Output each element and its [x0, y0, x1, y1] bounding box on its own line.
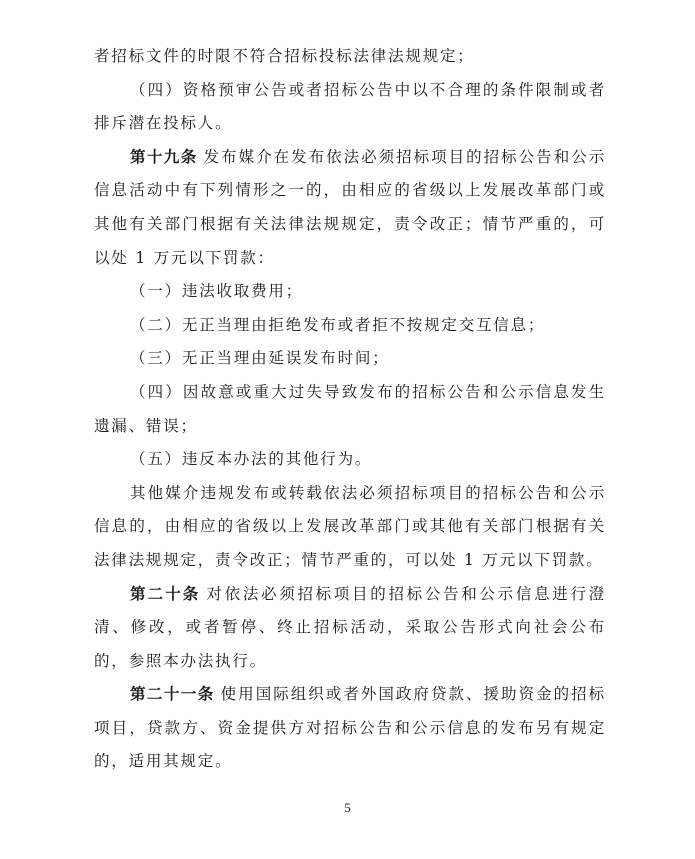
paragraph-other-media	[94, 477, 606, 578]
document-body	[94, 40, 606, 779]
list-item	[94, 443, 606, 477]
paragraph-text: 其他媒介违规发布或转载依法必须招标项目的招标公告和公示信息的，由相应的省级以上发展改革部门或其他有关部门根据有关法律法规规定，责令改正；情节严重的，可以处 1 万元以下罚款。	[94, 483, 606, 569]
paragraph-text: 使用国际组织或者外国政府贷款、援助资金的招标项目，贷款方、资金提供方对招标公告和公示信息的发布另有规定的，适用其规定。	[94, 685, 606, 771]
paragraph-item-4	[94, 74, 606, 141]
paragraph-text: （五）违反本办法的其他行为。	[130, 450, 373, 469]
article-number: 第十九条	[130, 147, 198, 166]
page-number: 5	[344, 800, 351, 815]
paragraph-text: （三）无正当理由延误发布时间；	[130, 349, 390, 368]
paragraph-text: （二）无正当理由拒绝发布或者拒不按规定交互信息；	[130, 315, 546, 334]
article-21	[94, 678, 606, 779]
paragraph-text: （四）资格预审公告或者招标公告中以不合理的条件限制或者排斥潜在投标人。	[94, 80, 606, 133]
list-item	[94, 309, 606, 343]
article-20	[94, 578, 606, 679]
article-number: 第二十条	[130, 584, 201, 603]
paragraph-text: 发布媒介在发布依法必须招标项目的招标公告和公示信息活动中有下列情形之一的，由相应的省级以上发展改革部门或其他有关部门根据有关法律法规规定，责令改正；情节严重的，可以处 1 万元以下罚款：	[94, 147, 606, 267]
list-item	[94, 376, 606, 443]
list-item	[94, 275, 606, 309]
article-number: 第二十一条	[130, 685, 215, 704]
article-19	[94, 141, 606, 275]
paragraph-continuation	[94, 40, 606, 74]
list-item	[94, 342, 606, 376]
paragraph-text: 者招标文件的时限不符合招标投标法律法规规定；	[94, 47, 475, 65]
paragraph-text: （四）因故意或重大过失导致发布的招标公告和公示信息发生遗漏、错误；	[94, 382, 606, 435]
paragraph-text: 对依法必须招标项目的招标公告和公示信息进行澄清、修改，或者暂停、终止招标活动，采取公告形式向社会公布的，参照本办法执行。	[94, 584, 606, 670]
paragraph-text: （一）违法收取费用；	[130, 282, 304, 301]
